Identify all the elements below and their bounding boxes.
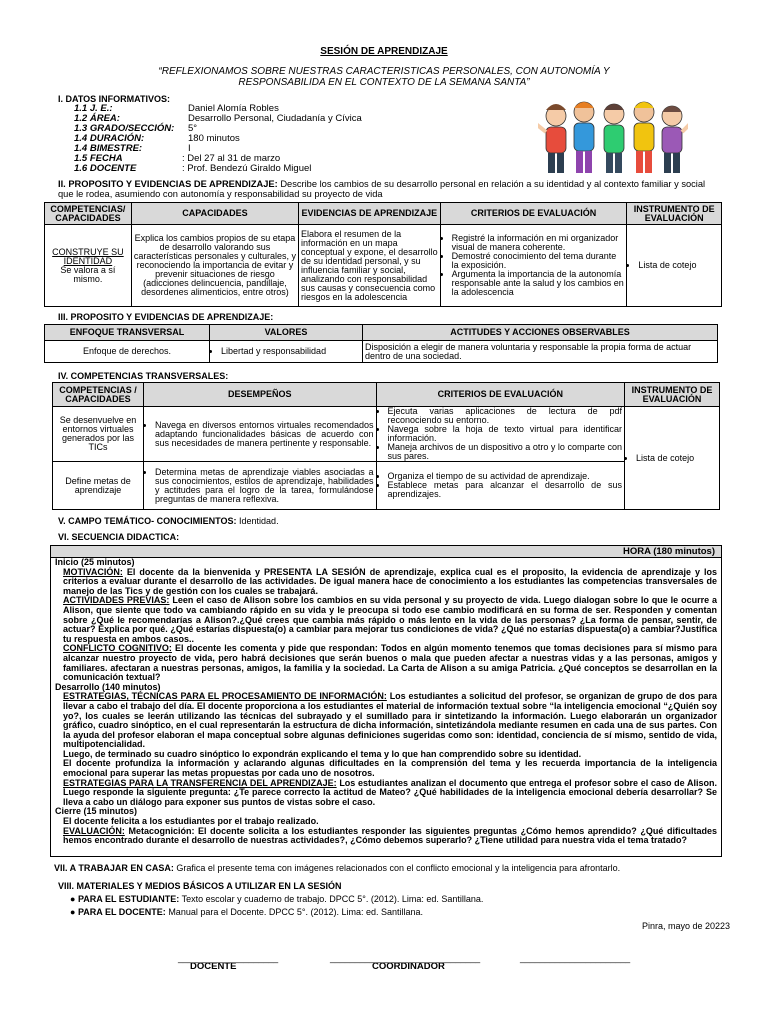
col-header: ACTITUDES Y ACCIONES OBSERVABLES bbox=[363, 325, 718, 341]
dato-key: 1.1 J. E.: bbox=[74, 103, 113, 114]
section-5-heading: V. CAMPO TEMÁTICO- CONOCIMIENTOS: bbox=[58, 516, 237, 526]
section-4-heading: IV. COMPETENCIAS TRANSVERSALES: bbox=[58, 371, 229, 381]
conflicto-tag: CONFLICTO COGNITIVO: bbox=[63, 643, 172, 654]
child-figure bbox=[574, 102, 594, 173]
criterios-cell bbox=[440, 225, 627, 307]
table-row bbox=[53, 462, 720, 510]
evaluacion-paragraph bbox=[55, 827, 717, 846]
signature-line-docente: ____________________ bbox=[178, 953, 279, 963]
evaluacion-tag: EVALUACIÓN: bbox=[63, 825, 125, 836]
section-7 bbox=[54, 863, 734, 873]
estrategias-paragraph bbox=[55, 692, 717, 750]
desempeno-item: • Determina metas de aprendizaje viables asociadas a sus conocimientos, estilos de aprendizaje, habilidades y actitudes para el logro de la tarea, formulándose preguntas de manera reflexiva. bbox=[155, 468, 374, 504]
previas-paragraph bbox=[55, 596, 717, 644]
section-1-heading: I. DATOS INFORMATIVOS: bbox=[58, 94, 170, 104]
col-header: VALORES bbox=[210, 325, 363, 341]
criterio-item: • Organiza el tiempo de su actividad de aprendizaje. bbox=[388, 472, 623, 481]
dato-value: 5° bbox=[188, 123, 198, 134]
table-row bbox=[45, 341, 718, 363]
transferencia-text: Los estudiantes analizan el documento que entrega el profesor sobre el caso de Alison. Luego responde la siguiente pregunta: ¿Te parece correcto la actitud de Mateo? ¿Qué habilidades de la inteligencia emocional debería desarrollar? Se lleva a cabo un diálogo para exponer sus puntos de vistas sobre el caso. bbox=[63, 777, 717, 807]
dato-key: 1.4 BIMESTRE: bbox=[74, 143, 143, 154]
table-transversales bbox=[52, 382, 720, 510]
material-estudiante bbox=[70, 894, 710, 904]
dato-key: 1.5 FECHA bbox=[74, 153, 123, 164]
valor-item: • Libertad y responsabilidad bbox=[221, 347, 360, 356]
motivacion-tag: MOTIVACIÓN: bbox=[63, 566, 123, 577]
dato-value: 180 minutos bbox=[188, 133, 240, 144]
motivacion-text: El docente da la bienvenida y PRESENTA LA SESIÓN de aprendizaje, explica cual es el proposito, la evidencia de aprendizaje y los criterios a evaluar durante el desarrollo de las actividades. De igual manera hace de conocimiento a los estudiantes las competencias transversales de manejo de las Tics y de gestión con los cuales se trabajará. bbox=[63, 566, 717, 596]
signature-line-coordinador: ______________________________ bbox=[330, 953, 481, 963]
section-7-heading: VII. A TRABAJAR EN CASA: bbox=[54, 863, 174, 873]
place-date: Pinra, mayo de 20223 bbox=[641, 921, 730, 931]
actitudes-cell: Disposición a elegir de manera voluntaria y responsable la propia forma de actuar dentro de una sociedad. bbox=[363, 341, 718, 363]
evidencias-cell: Elabora el resumen de la información en un mapa conceptual y expone, el desarrollo de su identidad personal, y su influencia familiar y social, analizando con responsabilidad sus causas y consecuencia como riesgos en la adolescencia bbox=[299, 225, 441, 307]
signature-label-docente: DOCENTE bbox=[190, 961, 237, 972]
col-header: COMPETENCIAS/ CAPACIDADES bbox=[45, 203, 132, 225]
section-5-value: Identidad. bbox=[239, 516, 279, 526]
dato-key: 1.3 GRADO/SECCIÓN: bbox=[74, 123, 175, 134]
estrategias-paragraph-3: El docente profundiza la información y aclarando algunas dificultades en la comprensión del tema y les recuerda importancia de la inteligencia emocional para superar las metas propuestas por cada uno de nosotros. bbox=[63, 758, 717, 779]
previas-tag: ACTIVIDADES PREVIAS: bbox=[63, 595, 170, 606]
capacidades-cell: Explica los cambios propios de su etapa de desarrollo valorando sus características personales y culturales, y reconociendo la importancia de evitar y prevenir situaciones de riesgo (adicciones delincuencia, pandillaje, desordenes alimenticios, entre otros) bbox=[131, 225, 298, 307]
secuencia-box bbox=[50, 545, 722, 857]
material-estudiante-text: Texto escolar y cuaderno de trabajo. DPCC 5°. (2012). Lima: ed. Santillana. bbox=[181, 894, 484, 904]
child-figure bbox=[538, 104, 566, 173]
child-figure bbox=[604, 104, 624, 173]
col-header: COMPETENCIAS / CAPACIDADES bbox=[53, 383, 144, 407]
section-5 bbox=[58, 516, 279, 526]
col-header: EVIDENCIAS DE APRENDIZAJE bbox=[299, 203, 441, 225]
competencia-main: CONSTRUYE SU IDENTIDAD bbox=[52, 246, 124, 266]
felicita-paragraph: El docente felicita a los estudiantes por el trabajo realizado. bbox=[63, 816, 319, 827]
col-header: INSTRUMENTO DE EVALUACIÓN bbox=[627, 203, 722, 225]
criterio-item: • Registré la información en mi organizador visual de manera coherente. bbox=[452, 234, 625, 252]
phase-desarrollo: Desarrollo (140 minutos) bbox=[55, 681, 161, 692]
estrategias-tag: ESTRATEGIAS, TÉCNICAS PARA EL PROCESAMIENTO DE INFORMACIÓN: bbox=[63, 691, 387, 702]
dato-key: 1.4 DURACIÓN: bbox=[74, 133, 145, 144]
col-header: INSTRUMENTO DE EVALUACIÓN bbox=[625, 383, 720, 407]
criterio-item: • Ejecuta varias aplicaciones de lectura de pdf reconociendo su entorno. bbox=[388, 407, 623, 425]
conflicto-paragraph bbox=[55, 644, 717, 682]
material-docente-text: Manual para el Docente. DPCC 5°. (2012). Lima: ed. Santillana. bbox=[168, 907, 424, 917]
dato-value: I bbox=[188, 143, 191, 154]
hora-header: HORA (180 minutos) bbox=[51, 546, 721, 558]
estrategias-text: Los estudiantes a solicitud del profesor, se organizan de grupo de dos para llevar a cabo el trabajo del día. El docente proporciona a los estudiantes el material de información textual sobre “la inteligencia emocional “¿Quién soy yo?, los cuales se leerán utilizando las técnicas del subrayado y el sumillado para ir sintetizando la información. Luego elaborarán un organizador gráfico, cuadro sinóptico, en el cual representarán la estructura de dicha información, sintetizándola mediante resumen en cada una de sus partes. Con la ayuda del profesor elaboran el mapa conceptual sobre algunas definiciones sugeridas como son: identidad, conciencia de sí mismo, sentido de vida, multipotencialidad. bbox=[63, 691, 717, 750]
desempeno-cell bbox=[143, 407, 376, 462]
section-2-intro bbox=[58, 180, 718, 199]
estrategias-paragraph-2: Luego, de terminado su cuadro sinóptico lo expondrán explicando el tema y lo que han comprendido sobre su identidad. bbox=[63, 748, 582, 759]
dato-value: Daniel Alomía Robles bbox=[188, 103, 279, 114]
instrumento-cell bbox=[625, 407, 720, 510]
material-docente-label: PARA EL DOCENTE: bbox=[77, 907, 166, 917]
instrumento-item: • Lista de cotejo bbox=[636, 454, 717, 463]
criterio-item: • Argumenta la importancia de la autonomía responsable ante la salud y los cambios en la adolescencia bbox=[452, 270, 625, 297]
dato-key: 1.2 ÁREA: bbox=[74, 113, 120, 124]
dato-key: 1.6 DOCENTE bbox=[74, 163, 137, 174]
motivacion-paragraph bbox=[55, 568, 717, 597]
dato-row bbox=[74, 164, 374, 174]
dato-value: Desarrollo Personal, Ciudadanía y Cívica bbox=[188, 113, 362, 124]
criterio-item: • Demostré conocimiento del tema durante la exposición. bbox=[452, 252, 625, 270]
section-2-heading: II. PROPOSITO Y EVIDENCIAS DE APRENDIZAJE: bbox=[58, 179, 278, 189]
competencia-cell: Se desenvuelve en entornos virtuales generados por las TICs bbox=[53, 407, 144, 462]
dato-value: : Del 27 al 31 de marzo bbox=[182, 153, 281, 164]
transferencia-paragraph bbox=[55, 779, 717, 808]
criterio-item: • Establece metas para alcanzar el desarrollo de sus aprendizajes. bbox=[388, 481, 623, 499]
table-enfoque bbox=[44, 324, 718, 363]
phase-cierre: Cierre (15 minutos) bbox=[55, 806, 138, 817]
transferencia-tag: ESTRATEGIAS PARA LA TRANSFERENCIA DEL APRENDIZAJE: bbox=[63, 777, 337, 788]
table-row bbox=[45, 225, 722, 307]
evaluacion-text: Metacognición: El docente solicita a los estudiantes responder las siguientes preguntas ¿Cómo hemos aprendido? ¿Qué dificultades hemos encontrado durante el desarrollo de nuestras actividades?, ¿Cómo debemos superarlo? ¿Tiene utilidad para nuestra vida el tema tratado? bbox=[63, 825, 717, 846]
document-title: SESIÓN DE APRENDIZAJE bbox=[320, 46, 448, 57]
bullet-icon: ● bbox=[70, 894, 76, 904]
valores-cell bbox=[210, 341, 363, 363]
criterios-cell bbox=[376, 462, 625, 510]
section-7-text: Grafica el presente tema con imágenes relacionados con el conflicto emocional y la inteligencia para afrontarlo. bbox=[176, 863, 621, 873]
col-header: CRITERIOS DE EVALUACIÓN bbox=[440, 203, 627, 225]
col-header: CAPACIDADES bbox=[131, 203, 298, 225]
conflicto-text: El docente les comenta y pide que respondan: Todos en algún momento tenemos que tomas decisiones para sí mismo para alcanzar nuestro proyecto de vida, pero habrá decisiones que serán buenos o mala que pueden afectar a nuestras vidas y a las personas, amigos y familiares. afectaran a nuestras personas, amigos, la familia y la sociedad. La Carta de Alison a su amiga Patricia. ¿Qué conceptos se desarrollan en la comunicación textual? bbox=[63, 643, 717, 683]
signature-line-extra: ______________________ bbox=[520, 953, 631, 963]
bullet-icon: ● bbox=[70, 907, 76, 917]
enfoque-cell: Enfoque de derechos. bbox=[45, 341, 210, 363]
competencia-cell bbox=[45, 225, 132, 307]
table-competencias bbox=[44, 202, 722, 307]
table-row bbox=[53, 407, 720, 462]
instrumento-cell bbox=[627, 225, 722, 307]
signature-label-coordinador: COORDINADOR bbox=[372, 961, 445, 972]
section-8-heading: VIII. MATERIALES Y MEDIOS BÁSICOS A UTILIZAR EN LA SESIÓN bbox=[58, 881, 342, 891]
competencia-sub: Se valora a sí mismo. bbox=[60, 264, 116, 284]
phase-inicio: Inicio (25 minutos) bbox=[55, 557, 135, 567]
document-subtitle: “REFLEXIONAMOS SOBRE NUESTRAS CARACTERISTICAS PERSONALES, CON AUTONOMÍA Y RESPONSABILIDA EN EL CONTEXTO DE LA SEMANA SANTA” bbox=[158, 66, 610, 88]
criterios-cell bbox=[376, 407, 625, 462]
child-figure bbox=[634, 102, 654, 173]
col-header: ENFOQUE TRANSVERSAL bbox=[45, 325, 210, 341]
previas-text: Leen el caso de Alison sobre los cambios en su vida personal y su proyecto de vida. Luego dialogan sobre lo que le ocurre a Alison, que siente que todo va cambiando rápido en su vida y le preocupa si todo ese cambio modificará en su forma de ser. Responden y comentan sobre ¿Qué le recomendarías a Alison?.¿Qué crees que cambia más rápido o más lento en la vida de las personas? ¿La forma de pensar, sentir, de actuar? Explica por qué. ¿Qué estarías dispuesta(o) a cambiar para mejorar tus condiciones de vida? ¿Qué no estarías dispuesta(o) a cambiar?Justifica tu respuesta en ambos casos.. bbox=[63, 595, 717, 644]
section-6-heading: VI. SECUENCIA DIDACTICA: bbox=[58, 532, 180, 542]
col-header: CRITERIOS DE EVALUACIÓN bbox=[376, 383, 625, 407]
col-header: DESEMPEÑOS bbox=[143, 383, 376, 407]
section-3-heading: III. PROPOSITO Y EVIDENCIAS DE APRENDIZAJE: bbox=[58, 312, 274, 322]
desempeno-item: • Navega en diversos entornos virtuales recomendados adaptando funcionalidades básicas de acuerdo con sus necesidades de manera pertinente y responsable. bbox=[155, 421, 374, 448]
child-figure bbox=[662, 106, 688, 173]
children-group-icon bbox=[538, 94, 688, 180]
criterio-item: • Maneja archivos de un dispositivo a otro y lo comparte con sus pares. bbox=[388, 443, 623, 461]
datos-informativos bbox=[74, 104, 374, 176]
criterio-item: • Navega sobre la hoja de texto virtual para identificar información. bbox=[388, 425, 623, 443]
competencia-cell: Define metas de aprendizaje bbox=[53, 462, 144, 510]
section-2-text: Describe los cambios de su desarrollo personal en relación a su identidad y al contexto familiar y social que le rodea, asumiendo con autonomía y responsabilidad su proyecto de vida bbox=[58, 179, 706, 199]
dato-value: : Prof. Bendezú Giraldo Miguel bbox=[182, 163, 312, 174]
instrumento-item: • Lista de cotejo bbox=[638, 261, 719, 270]
desempeno-cell bbox=[143, 462, 376, 510]
material-docente bbox=[70, 907, 710, 917]
secuencia-body bbox=[51, 558, 721, 846]
material-estudiante-label: PARA EL ESTUDIANTE: bbox=[77, 894, 180, 904]
